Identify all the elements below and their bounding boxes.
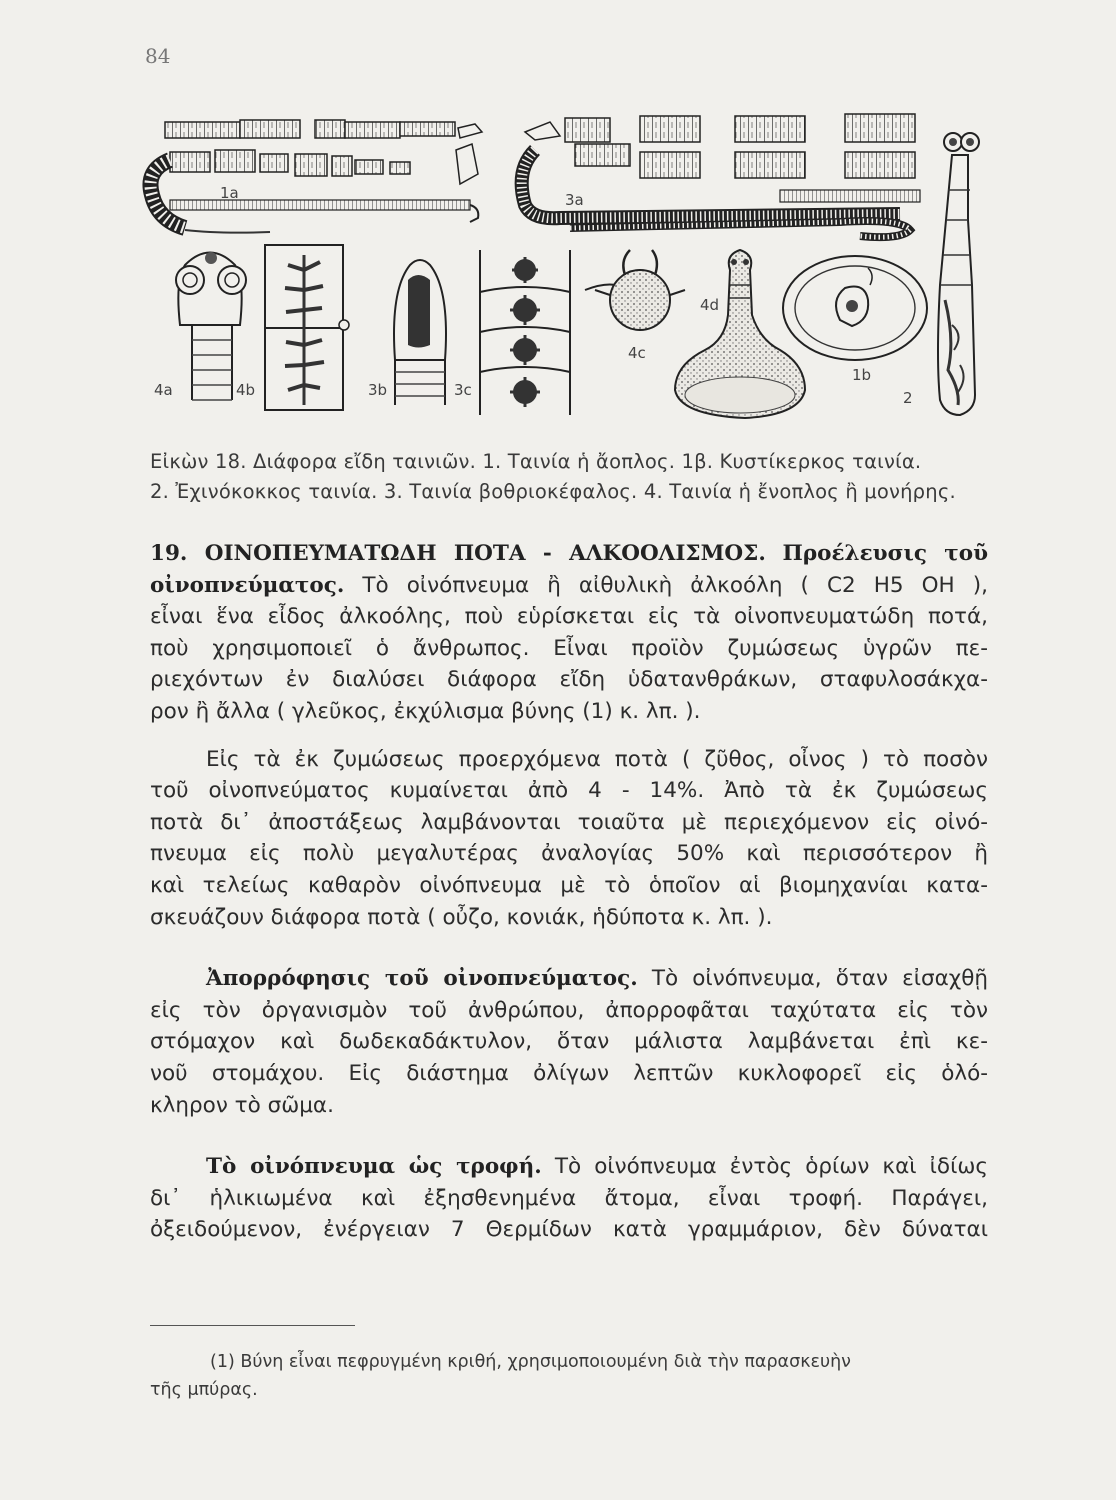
origin-line-5: ριεχόντων ἐν διαλύσει διάφορα εἴδη ὑδατανθράκων, σταφυλοσάκχα-	[150, 667, 988, 693]
paragraph-fermentation	[150, 744, 988, 934]
fig-label-4c: 4c	[628, 344, 646, 362]
origin-line-2	[150, 570, 988, 602]
footnote-line-2: τῆς μπύρας.	[150, 1380, 258, 1400]
caption-line-1: Εἰκὼν 18. Διάφορα εἴδη ταινιῶν. 1. Ταινία ἡ ἄοπλος. 1β. Κυστίκερκος ταινία.	[150, 450, 922, 473]
ferment-line-3: ποτὰ δι᾽ ἀποστάξεως λαμβάνονται τοιαῦτα μὲ περιεχόμενον εἰς οἰνό-	[150, 809, 988, 835]
page-number: 84	[145, 44, 171, 68]
absorption-line-2: εἰς τὸν ὀργανισμὸν τοῦ ἀνθρώπου, ἀπορροφᾶται ταχύτατα εἰς τὸν	[150, 997, 988, 1023]
section-subheading-a: Προέλευσις τοῦ	[782, 541, 988, 566]
food-line-3: ὀξειδούμενον, ἐνέργειαν 7 Θερμίδων κατὰ γραμμάριον, δὲν δύναται	[150, 1217, 988, 1243]
tapeworm-figure	[140, 110, 990, 435]
paragraph-absorption	[150, 963, 988, 1121]
food-heading: Τὸ οἰνόπνευμα ὡς τροφή.	[206, 1154, 542, 1180]
ferment-line-1: Εἰς τὰ ἐκ ζυμώσεως προερχόμενα ποτὰ ( ζῦθος, οἶνος ) τὸ ποσὸν	[206, 746, 988, 772]
scolex-neck-4d	[675, 250, 805, 418]
absorption-line-4: νοῦ στομάχου. Εἰς διάστημα ὀλίγων λεπτῶν κυκλοφορεῖ εἰς ὁλό-	[150, 1060, 988, 1086]
paragraph-food	[150, 1151, 988, 1246]
footnote-divider	[150, 1325, 355, 1326]
caption-line-2: 2. Ἐχινόκοκκος ταινία. 3. Ταινία βοθριοκέφαλος. 4. Ταινία ἡ ἔνοπλος ἢ μονήρης.	[150, 480, 956, 503]
fig-label-4d: 4d	[700, 296, 720, 314]
body-text	[150, 538, 988, 1246]
cysticercus-4c	[585, 250, 685, 330]
worm-1a-chains	[150, 120, 482, 233]
scolex-3b	[394, 260, 446, 405]
origin-line-6: ρον ἢ ἄλλα ( γλεῦκος, ἐκχύλισμα βύνης (1) κ. λπ. ).	[150, 698, 701, 724]
absorption-line-5: κληρον τὸ σῶμα.	[150, 1092, 334, 1118]
absorption-line-3: στόμαχον καὶ δωδεκαδάκτυλον, ὅταν μάλιστα λαμβάνεται ἐπὶ κε-	[150, 1029, 988, 1055]
fig-label-1a: 1a	[220, 184, 239, 202]
food-line-2: δι᾽ ἡλικιωμένα καὶ ἐξησθενημένα ἄτομα, εἶναι τροφή. Παράγει,	[150, 1185, 988, 1211]
food-line-1-text: Τὸ οἰνόπνευμα ἐντὸς ὁρίων καὶ ἰδίως	[554, 1154, 988, 1180]
section-heading: 19. ΟΙΝΟΠΕΥΜΑΤΩΔΗ ΠΟΤΑ - ΑΛΚΟΟΛΙΣΜΟΣ.	[150, 541, 766, 566]
tapeworm-illustration	[140, 110, 990, 435]
proglottids-3c	[480, 250, 570, 415]
origin-line-2-text: Τὸ οἰνόπνευμα ἢ αἰθυλικὴ ἀλκοόλη ( C2 H5 OH ),	[362, 572, 988, 598]
footnote-line-1: (1) Βύνη εἶναι πεφρυγμένη κριθή, χρησιμοποιουμένη διὰ τὴν παρασκευὴν	[210, 1352, 851, 1372]
food-line-1	[150, 1151, 988, 1183]
cysticercus-1b	[783, 256, 927, 360]
fig-label-3c: 3c	[454, 381, 472, 399]
fig-label-4b: 4b	[236, 381, 256, 399]
absorption-line-1-text: Τὸ οἰνόπνευμα, ὅταν εἰσαχθῇ	[651, 966, 988, 992]
absorption-heading: Ἀπορρόφησις τοῦ οἰνοπνεύματος.	[206, 966, 638, 992]
ferment-line-2: τοῦ οἰνοπνεύματος κυμαίνεται ἀπὸ 4 - 14%. Ἀπὸ τὰ ἐκ ζυμώσεως	[150, 778, 988, 804]
fig-label-3a: 3a	[565, 191, 584, 209]
fig-label-2: 2	[903, 389, 913, 407]
origin-line-1	[150, 538, 988, 570]
figure-caption	[150, 447, 990, 507]
footnote	[150, 1348, 988, 1404]
origin-line-4: ποὺ χρησιμοποιεῖ ὁ ἄνθρωπος. Εἶναι προϊὸν ζυμώσεως ὑγρῶν πε-	[150, 635, 988, 661]
ferment-line-6: σκευάζουν διάφορα ποτὰ ( οὖζο, κονιάκ, ἡδύποτα κ. λπ. ).	[150, 904, 773, 930]
ferment-line-5: καὶ τελείως καθαρὸν οἰνόπνευμα μὲ τὸ ὁποῖον αἱ βιομηχανίαι κατα-	[150, 872, 988, 898]
ferment-line-4: πνευμα εἰς πολὺ μεγαλυτέρας ἀναλογίας 50% καὶ περισσότερον ἢ	[150, 841, 988, 867]
worm-3a-chains	[522, 114, 920, 237]
fig-label-3b: 3b	[368, 381, 388, 399]
absorption-line-1	[150, 963, 988, 995]
echinococcus-2	[938, 133, 979, 415]
paragraph-origin	[150, 538, 988, 728]
section-subheading-b: οἰνοπνεύματος.	[150, 572, 345, 598]
fig-label-4a: 4a	[154, 381, 173, 399]
proglottid-4b	[265, 245, 349, 410]
fig-label-1b: 1b	[852, 366, 872, 384]
origin-line-3: εἶναι ἕνα εἶδος ἀλκοόλης, ποὺ εὑρίσκεται εἰς τὰ οἰνοπνευματώδη ποτά,	[150, 604, 988, 630]
